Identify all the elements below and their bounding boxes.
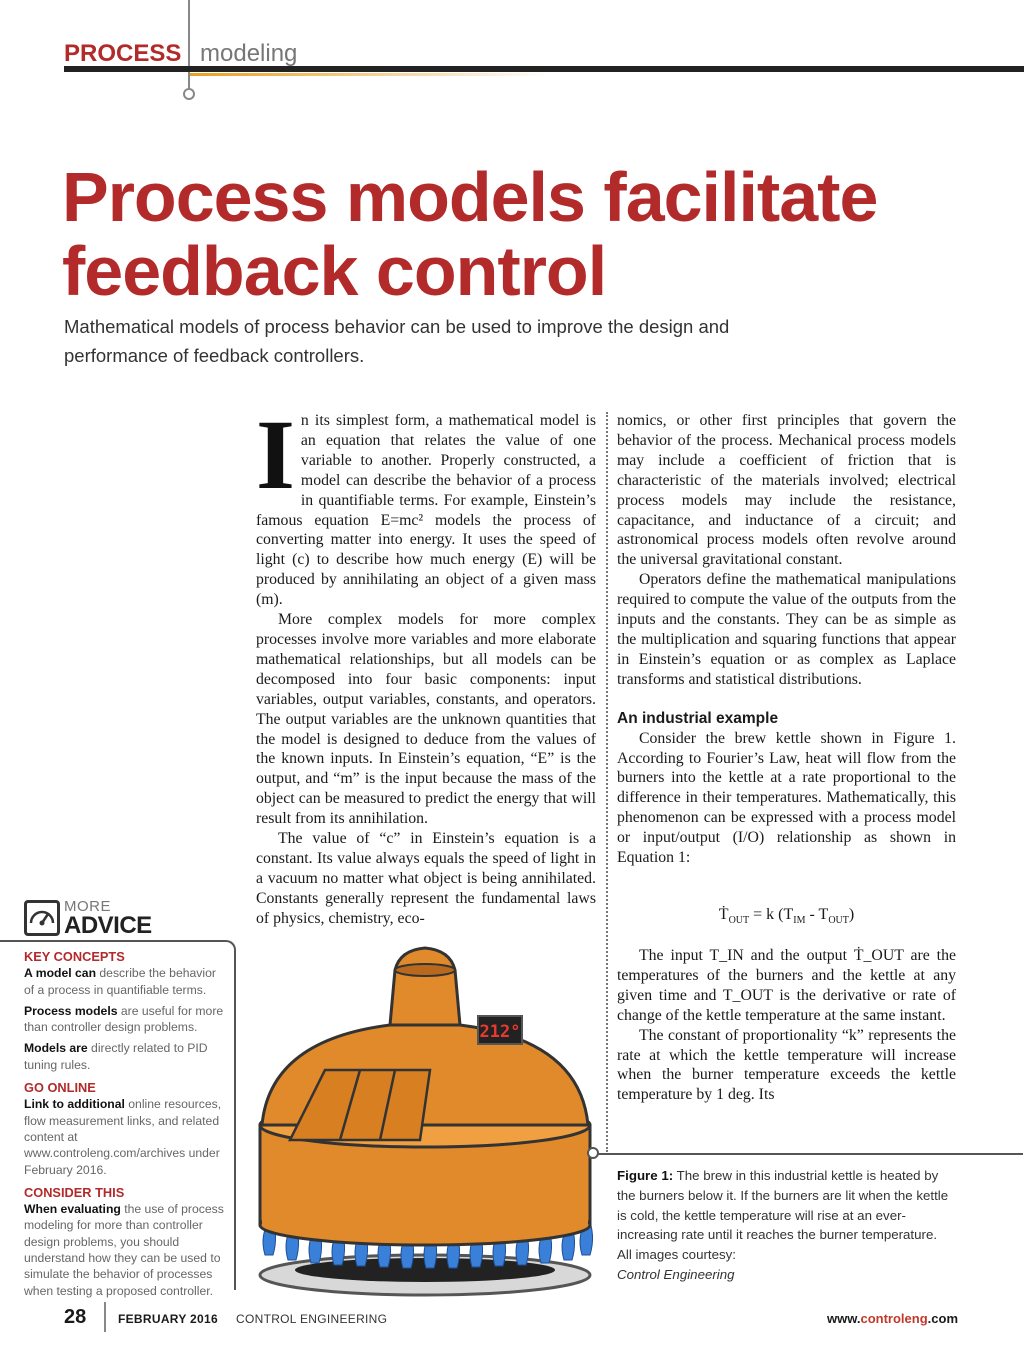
drop-cap: I — [256, 399, 295, 510]
paragraph: In its simplest form, a mathematical model is an equation that relates the value of one variable to another. Properly constructed, a model can describe the behavior of a process in quantifiable terms. For example, Einstein’s famous equation E=mc² models the process of converting matter into energy. It uses the speed of light (c) to describe how much energy (E) will be produced by annihilating an object of a given mass (m). — [256, 399, 596, 609]
header-dot — [183, 88, 195, 100]
advice-label: ADVICE — [64, 912, 152, 939]
subhead: An industrial example — [617, 709, 779, 727]
paragraph: More complex models for more complex processes involve more variables and more elaborate mathematical relationships, but all models can be decomposed into four basic components: input variables, output variables, constants, and operators. The output variables are the unknown quantities that the model is designed to deduce from the values of the known inputs. In Einstein’s equation, “E” is the output, and “m” is the input because the mass of the object can be measured to predict the energy that will result from its annihilation. — [256, 611, 596, 828]
sidebar-item: Link to additional online resources, flow measurement links, and related content at www.controleng.com/archives under February 2016. — [24, 1097, 222, 1177]
paragraph: Consider the brew kettle shown in Figure 1. According to Fourier’s Law, heat will flow from the burners into the kettle at a rate proportional to the difference in their temperatures. Mathematically, this phenomenon can be expressed with a process model or input/output (I/O) relationship as shown in Equation 1: — [617, 729, 956, 867]
brew-kettle-illustration — [250, 930, 600, 1300]
publication-name: CONTROL ENGINEERING — [236, 1312, 388, 1326]
caption-rule — [593, 1153, 1023, 1155]
paragraph: Operators define the mathematical manipulations required to compute the value of the outputs from the inputs and the constants. They can be as simple as the multiplication and squaring functions that appear in Einstein’s equation or as complex as Laplace transforms and statistical distributions. — [617, 571, 956, 688]
section-label: PROCESS — [64, 40, 182, 67]
article-deck: Mathematical models of process behavior can be used to improve the design and performance of feedback controllers. — [64, 316, 730, 366]
page-number: 28 — [64, 1306, 87, 1328]
subsection-label: modeling — [200, 40, 298, 67]
sidebar-item: Process models are useful for more than controller design problems. — [24, 1003, 224, 1035]
sidebar-item: When evaluating the use of process modeling for more than controller design problems, you should understand how they can be used to simulate the behavior of processes when testing a proposed controller. — [24, 1202, 224, 1298]
brew-kettle-figure — [250, 930, 600, 1300]
body-column-1 — [256, 399, 596, 929]
more-label: MORE — [64, 898, 111, 915]
header-accent-rule — [190, 73, 550, 76]
body-column-2 — [617, 411, 956, 868]
sidebar-item: Models are directly related to PID tuning rules. — [24, 1041, 208, 1072]
gauge-icon — [24, 900, 60, 936]
body-column-2-continued — [617, 946, 956, 1105]
article-title: Process models facilitate feedback control — [62, 158, 878, 310]
paragraph: The input T_IN and the output Ṫ_OUT are the temperatures of the burners and the kettle at any given time and T_OUT is the derivative or rate of change of the kettle temperature at the same instant. — [617, 947, 956, 1024]
column-divider — [606, 412, 608, 1152]
figure-caption: Figure 1: The brew in this industrial kettle is heated by the burners below it. If the burners are lit when the kettle is cold, the kettle temperature will rise at an ever-increasing rate until it reaches the burner temperature. All images courtesy: Control Engineering — [617, 1166, 952, 1285]
paragraph: nomics, or other first principles that govern the behavior of the process. Mechanical process models may include a coefficient of friction that is characteristic of the materials involved; electrical process models may include the resistance, capacitance, and inductance of a circuit; and astronomical process models often revolve around the universal gravitational constant. — [617, 412, 956, 569]
go-online-heading: GO ONLINE — [24, 1080, 96, 1096]
key-concepts-heading: KEY CONCEPTS — [24, 949, 125, 964]
paragraph: The value of “c” in Einstein’s equation is a constant. Its value always equals the speed of light in a vacuum no matter what object is being annihilated. Constants generally represent the fundamental laws of physics, chemistry, eco- — [256, 830, 596, 927]
paragraph: The constant of proportionality “k” represents the rate at which the kettle temperature will increase when the burner temperature exceeds the kettle temperature by 1 deg. Its — [617, 1026, 956, 1104]
footer-separator — [104, 1302, 106, 1332]
more-advice-sidebar — [24, 949, 224, 1304]
caption-dot — [587, 1147, 599, 1159]
equation-1: Ṫ$_{OUT}$ = k $(T_{IM} - T_{OUT})$ — [718, 906, 855, 927]
figure-credit: Control Engineering — [617, 1266, 735, 1282]
issue-date: FEBRUARY 2016 — [118, 1312, 218, 1326]
temperature-display: 212° — [479, 1022, 521, 1042]
sidebar-item: A model can describe the behavior of a process in quantifiable terms. — [24, 966, 216, 997]
header-vertical-line — [188, 0, 190, 100]
consider-this-heading: CONSIDER THIS — [24, 1184, 125, 1200]
website-link[interactable]: www.controleng.com — [827, 1311, 958, 1326]
